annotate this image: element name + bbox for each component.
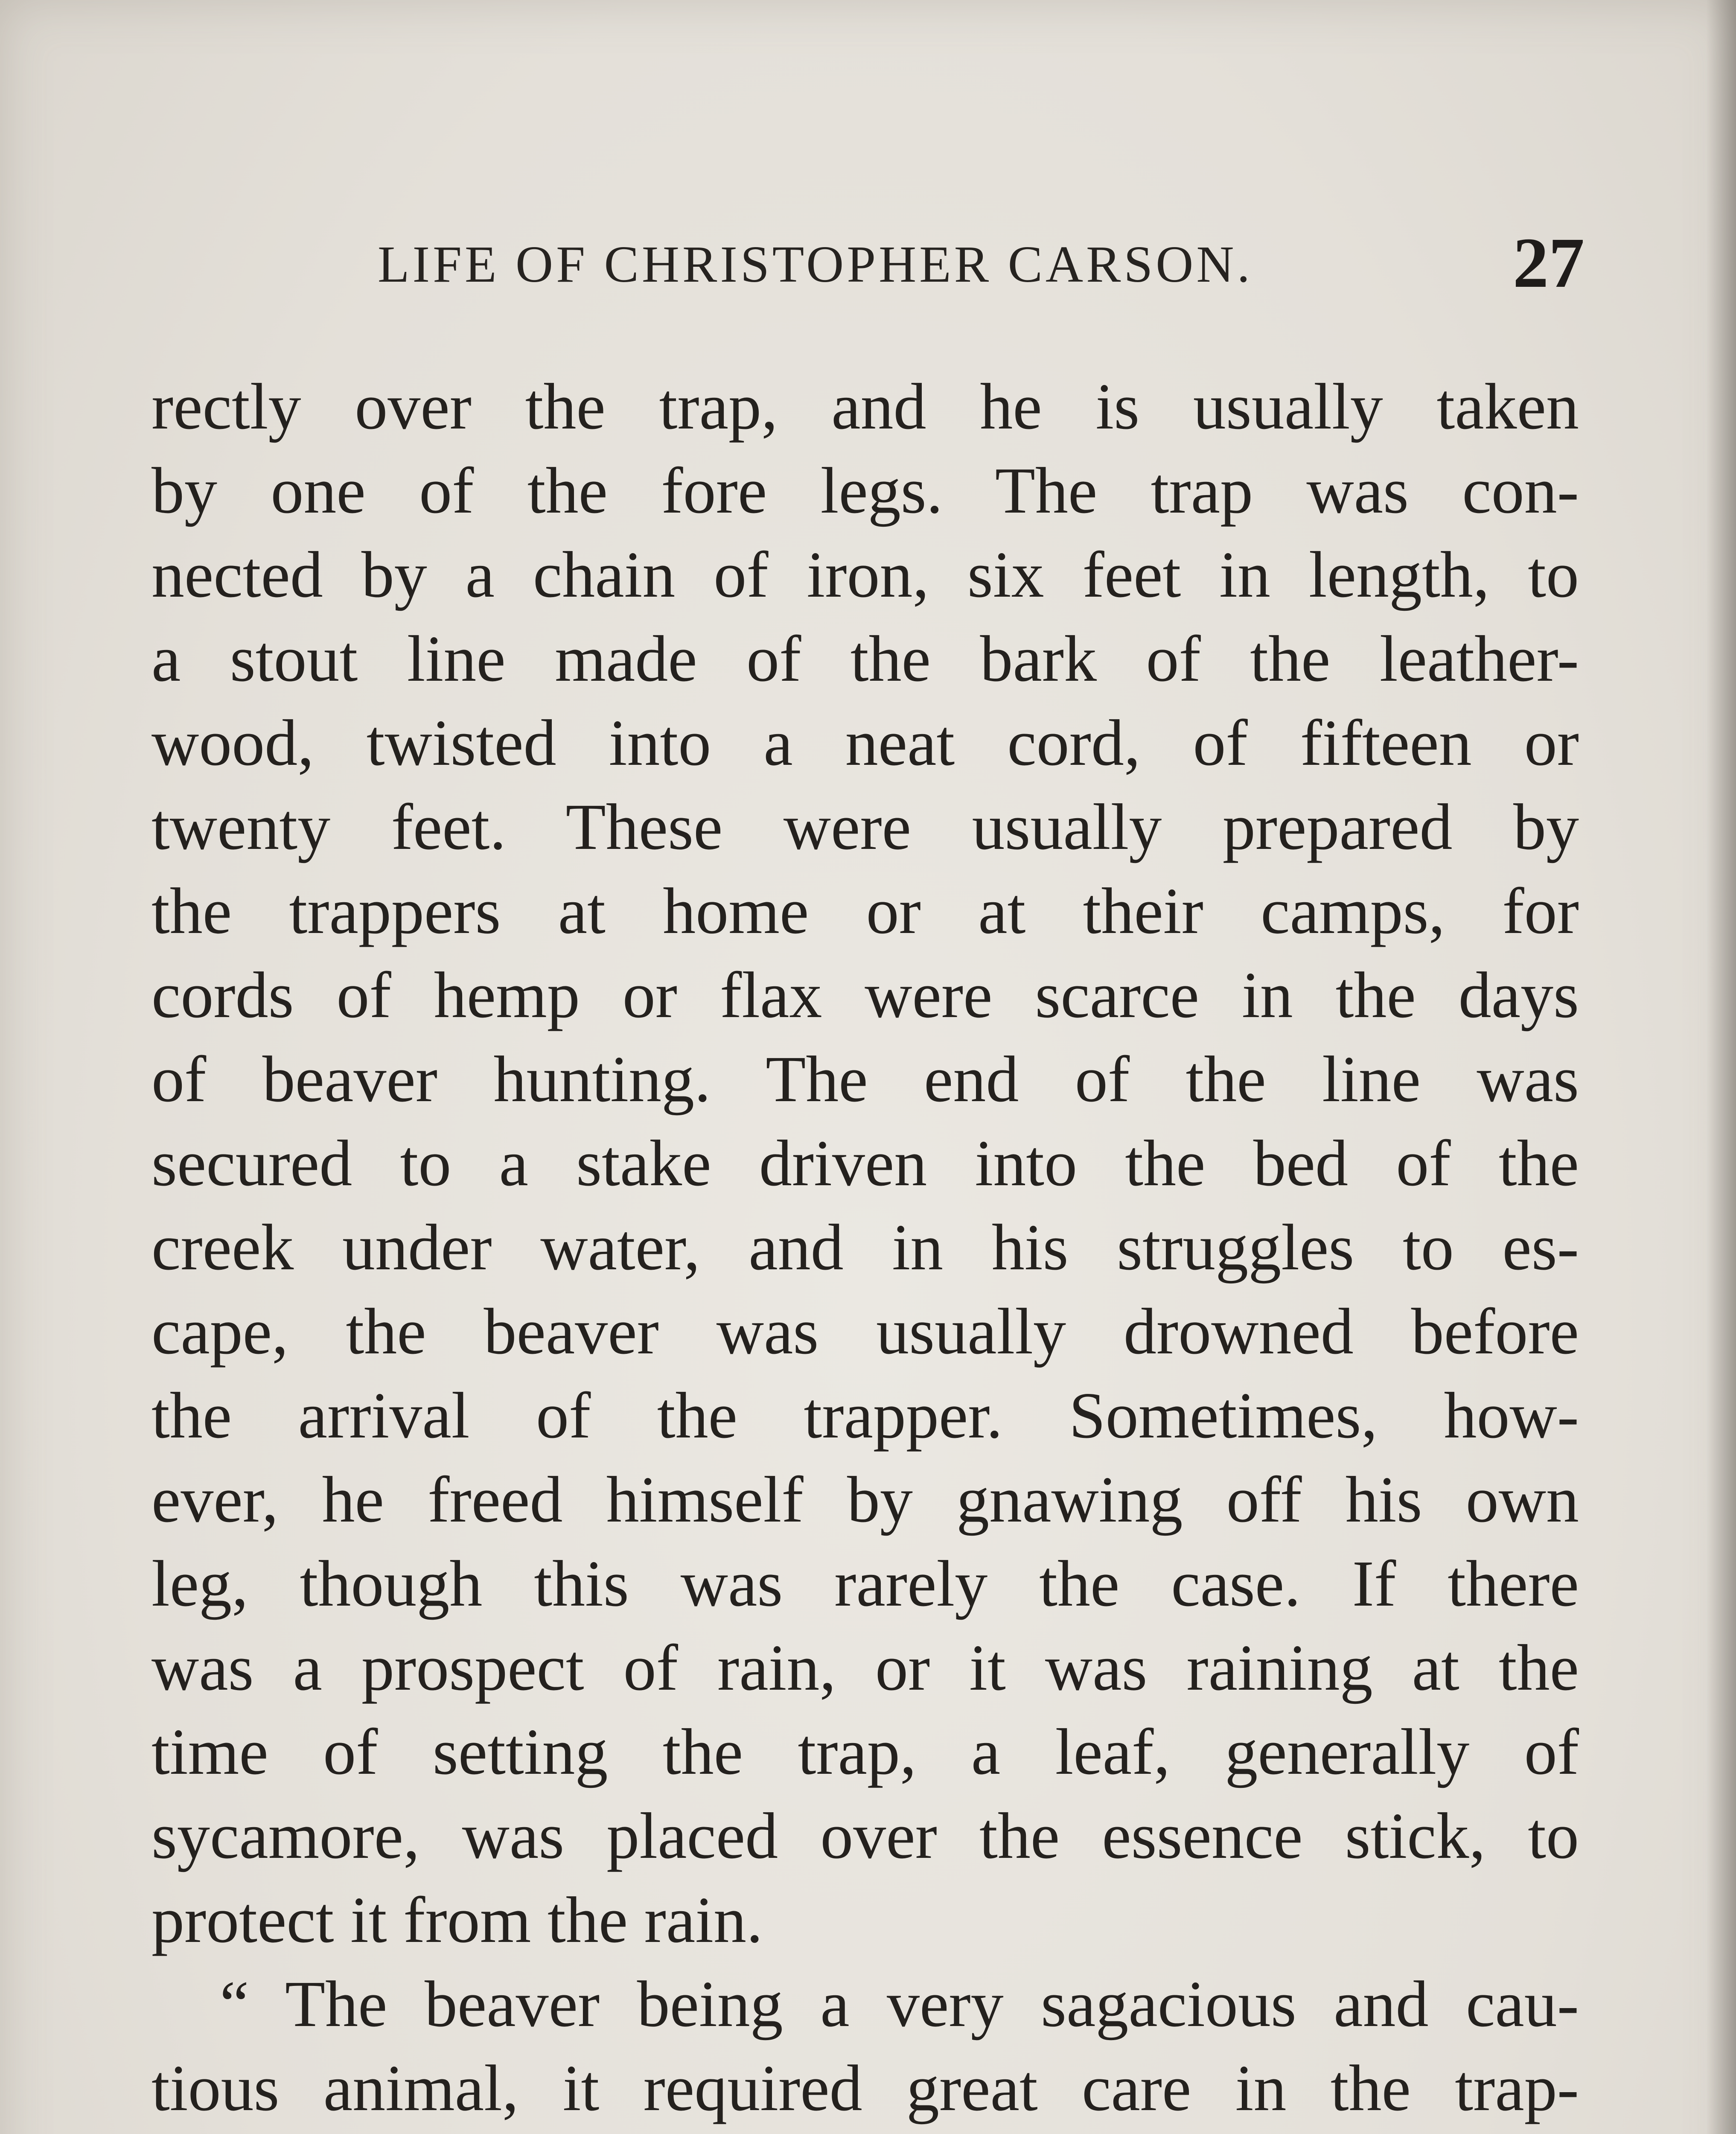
text-line: of beaver hunting. The end of the line was (151, 1043, 1579, 1116)
page-header (0, 222, 1736, 307)
text-line: cape, the beaver was usually drowned before (151, 1295, 1579, 1368)
text-line: secured to a stake driven into the bed of the (151, 1127, 1579, 1200)
text-line: rectly over the trap, and he is usually taken (151, 370, 1579, 443)
text-line: ever, he freed himself by gnawing off his own (151, 1463, 1579, 1536)
text-line: wood, twisted into a neat cord, of fifteen or (151, 707, 1579, 779)
text-line: a stout line made of the bark of the leather- (151, 623, 1579, 695)
text-line: cords of hemp or flax were scarce in the days (151, 959, 1579, 1032)
text-line: leg, though this was rarely the case. If there (151, 1548, 1579, 1620)
text-line: by one of the fore legs. The trap was con- (151, 455, 1579, 527)
body-text (151, 365, 1579, 2134)
text-line (151, 2131, 1579, 2134)
text-line: the arrival of the trapper. Sometimes, how- (151, 1379, 1579, 1452)
text-line: nected by a chain of iron, six feet in length, to (151, 539, 1579, 611)
page-number: 27 (1513, 223, 1585, 303)
text-line: was a prospect of rain, or it was raining at the (151, 1632, 1579, 1704)
running-title: LIFE OF CHRISTOPHER CARSON. (378, 236, 1253, 293)
text-line: time of setting the trap, a leaf, generally of (151, 1716, 1579, 1788)
page-edge-shadow (1706, 0, 1736, 2134)
text-line: tious animal, it required great care in the trap- (151, 2052, 1579, 2125)
text-line-paragraph-start: “ The beaver being a very sagacious and cau- (220, 1968, 1579, 2041)
text-line: the trappers at home or at their camps, for (151, 875, 1579, 947)
text-line: twenty feet. These were usually prepared by (151, 791, 1579, 863)
text-line: creek under water, and in his struggles to es- (151, 1211, 1579, 1284)
text-line: sycamore, was placed over the essence stick, to (151, 1800, 1579, 1872)
text-line-paragraph-end: protect it from the rain. (151, 1884, 763, 1956)
